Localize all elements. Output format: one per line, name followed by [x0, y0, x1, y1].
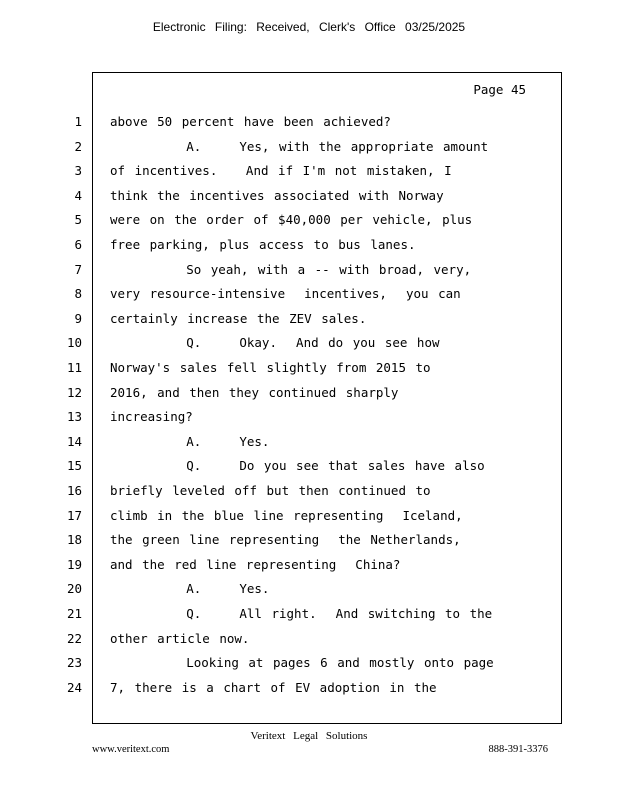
transcript-line — [0, 577, 618, 602]
line-number: 6 — [74, 237, 82, 252]
line-number: 14 — [66, 433, 82, 449]
transcript-line — [0, 208, 618, 233]
line-text: free parking, plus access to bus lanes. — [110, 237, 416, 252]
transcript-line — [0, 454, 618, 479]
transcript-line — [0, 356, 618, 381]
transcript-line — [0, 282, 618, 307]
transcript-line — [0, 430, 618, 455]
line-number: 17 — [66, 507, 82, 523]
transcript-line — [0, 602, 618, 627]
line-text: think the incentives associated with Norway — [110, 187, 444, 203]
line-text: Q. Do you see that sales have also — [110, 458, 485, 474]
line-text: above 50 percent have been achieved? — [110, 114, 391, 129]
footer-company: Veritext Legal Solutions — [250, 730, 368, 742]
transcript-line — [0, 233, 618, 258]
line-text: briefly leveled off but then continued to — [110, 483, 431, 498]
line-number: 18 — [66, 532, 82, 548]
line-number: 19 — [66, 556, 82, 572]
line-number: 9 — [74, 310, 82, 326]
transcript-line — [0, 135, 618, 160]
line-number: 21 — [66, 606, 82, 621]
line-text: other article now. — [110, 630, 250, 646]
line-text: A. Yes. — [110, 581, 270, 597]
line-text: Q. All right. And switching to the — [110, 606, 493, 621]
line-text: A. Yes, with the appropriate amount — [110, 138, 489, 154]
line-number: 15 — [66, 458, 82, 474]
line-number: 2 — [74, 138, 82, 154]
line-number: 3 — [74, 163, 82, 179]
footer-website: www.veritext.com — [92, 744, 170, 755]
line-text: 2016, and then they continued sharply — [110, 384, 399, 400]
transcript-line — [0, 307, 618, 332]
line-number: 7 — [74, 261, 82, 277]
transcript-line — [0, 528, 618, 553]
transcript-line — [0, 627, 618, 652]
line-text: very resource-intensive incentives, you can — [110, 286, 461, 302]
transcript-line — [0, 405, 618, 430]
line-text: the green line representing the Netherlands, — [110, 532, 461, 548]
line-number: 10 — [66, 335, 82, 351]
transcript-line — [0, 331, 618, 356]
transcript-line — [0, 479, 618, 504]
line-number: 8 — [74, 286, 82, 302]
transcript-line — [0, 110, 618, 135]
page-number: Page 45 — [473, 82, 526, 97]
transcript-line — [0, 504, 618, 529]
line-text: were on the order of $40,000 per vehicle, plus — [110, 212, 473, 228]
line-number: 11 — [66, 360, 82, 375]
line-text: Norway's sales fell slightly from 2015 to — [110, 360, 431, 375]
line-number: 16 — [66, 483, 82, 498]
line-number: 5 — [74, 212, 82, 228]
transcript-line — [0, 553, 618, 578]
transcript-line — [0, 381, 618, 406]
line-text: Looking at pages 6 and mostly onto page — [110, 655, 494, 671]
line-text: certainly increase the ZEV sales. — [110, 310, 367, 326]
line-text: Q. Okay. And do you see how — [110, 335, 440, 351]
line-text: climb in the blue line representing Iceland, — [110, 507, 463, 523]
line-number: 23 — [66, 655, 82, 671]
transcript-line — [0, 651, 618, 676]
transcript-line — [0, 676, 618, 701]
filing-header: Electronic Filing: Received, Clerk's Office 03/25/2025 — [152, 20, 466, 34]
line-text: A. Yes. — [110, 433, 270, 449]
line-text: and the red line representing China? — [110, 556, 401, 572]
line-number: 13 — [66, 409, 82, 425]
line-text: 7, there is a chart of EV adoption in the — [110, 679, 437, 695]
transcript-line — [0, 159, 618, 184]
transcript-line — [0, 258, 618, 283]
line-text: increasing? — [110, 409, 193, 425]
line-number: 20 — [66, 581, 82, 597]
line-number: 1 — [74, 114, 82, 129]
footer-phone: 888-391-3376 — [488, 744, 548, 755]
line-number: 12 — [66, 384, 82, 400]
line-number: 24 — [66, 679, 82, 695]
line-number: 22 — [66, 630, 82, 646]
line-text: So yeah, with a -- with broad, very, — [110, 261, 472, 277]
line-text: of incentives. And if I'm not mistaken, I — [110, 163, 452, 179]
transcript-line — [0, 184, 618, 209]
line-number: 4 — [74, 187, 82, 203]
